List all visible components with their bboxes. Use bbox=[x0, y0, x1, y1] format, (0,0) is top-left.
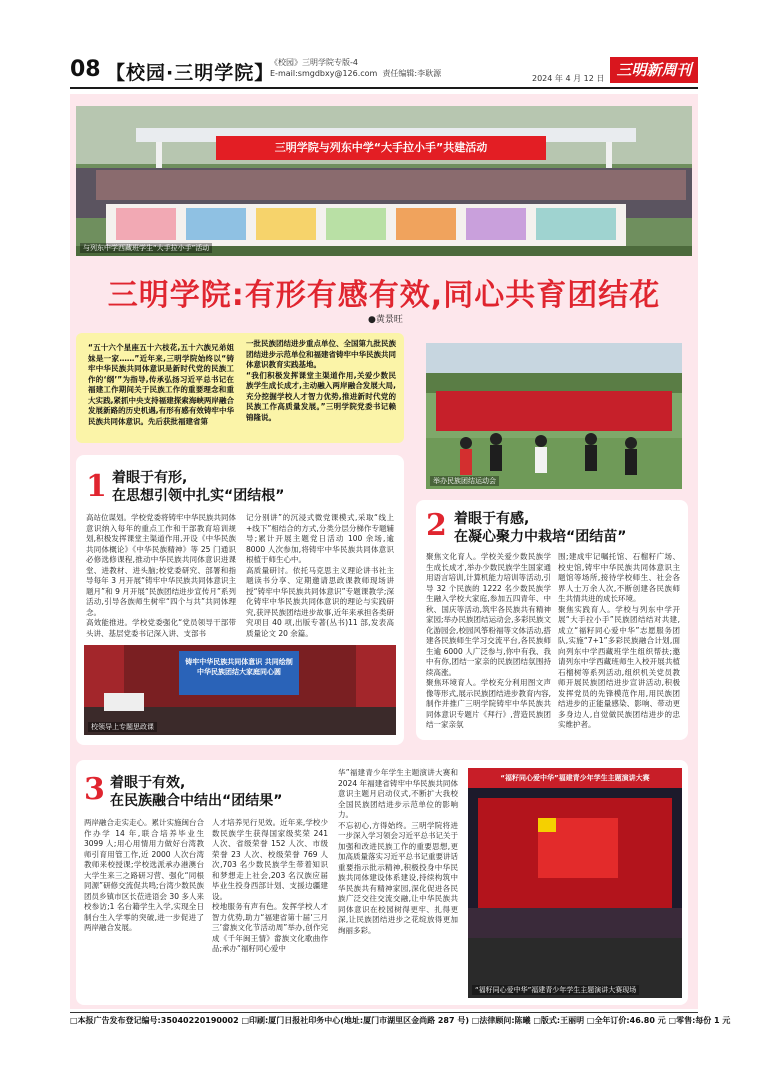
section-3-photo-caption: “福籽同心爱中华”福建青少年学生主题演讲大赛现场 bbox=[472, 985, 639, 995]
sports-meet-photo bbox=[426, 343, 682, 489]
intro-column-2: 一批民族团结进步重点单位、全国第九批民族团结进步示范单位和福建省铸牢中华民族共同体意识教育实践基地。 “我们积极发挥课堂主渠道作用,关爱少数民族学生成长成才,主动融入两岸融合发展大局,充分挖掘学校人才智力优势,推进新时代党的民族工作高质量发展。”三明学院党委书记赖锦隆说。 bbox=[246, 339, 396, 422]
section-1-number: 1 bbox=[86, 469, 107, 504]
header-meta bbox=[270, 57, 530, 79]
section-1-title-line-1: 着眼于有形, bbox=[112, 470, 188, 486]
email: E-mail:smgdbxy@126.com bbox=[270, 69, 378, 78]
section-3-column-2: 人才培养见行见效。近年来,学校少数民族学生获得国家级奖荣 241 人次、省级荣誉 152 人次、市级荣誉 23 人次、校级荣誉 769 人次,703 名少数民族学生带着知识和梦想走上社会,203 名汉族应届毕业生投身西部计划、支援边疆建设。 校地服务有声有色。发挥学校人才智力优势,助力“福建省第十届‘三月三’畲族文化节活动周”举办,创作完成《千年闽王情》畲族文化歌曲作品;承办“福籽同心爱中 bbox=[212, 818, 328, 953]
section-3-photo bbox=[468, 768, 682, 998]
page-footer: □本报广告发布登记编号:35040220190002 □印刷:厦门日报社印务中心(地址:厦门市湖里区金尚路 287 号) □法律顾问:陈曦 □版式:王丽明 □全年订价:46.80 元 □零售:每份 1 元 bbox=[70, 1016, 731, 1025]
intro-box bbox=[76, 333, 404, 443]
section-3-column-1: 两岸融合走实走心。累计实施闽台合作办学 14 年,联合培养毕业生 3099 人;用心用情用力做好台湾教师引育用管工作,近 2000 人次台湾教师来校授课;学校选派承办港澳台大学生来三之路研习营、强化“同根同源”研修交流促共鸣;台湾少数民族团员乡镇市区长莅进语会 30 多人来校参访;1 名台籍学生入学,实现全日制台生入学零的突破,进一步促进了两岸融合发展。 bbox=[84, 818, 204, 932]
special-issue: 《校园》三明学院专版-4 bbox=[270, 58, 358, 67]
page-header bbox=[70, 55, 698, 87]
section-3-box bbox=[76, 760, 688, 1005]
section-2-box bbox=[416, 500, 688, 740]
top-photo-caption: 与列东中学西藏班学生“大手拉小手”活动 bbox=[80, 243, 212, 253]
sports-meet-image bbox=[426, 343, 682, 489]
section-2-column-2: 围;建成牢记嘱托馆、石榴籽广场、校史馆,铸牢中华民族共同体意识主题馆等场所,接待学校师生、社会各界人士万余人次,不断创建各民族师生共情共进的成长环境。 聚焦实践育人。学校与列东中学开展“大手拉小手”民族团结结对共建,成立“福籽同心爱中华”志愿服务团队,实施“7+1”多彩民族融合计划,面向列东中学西藏班学生组织帮扶;邀请列东中学西藏班师生入校开展共植石榴树等系列活动,组织机关党员教师开展民族团结进步宣讲活动,积极发挥党员的先锋模范作用,用民族团结进步的正能量感染、影响、带动更多身边人,自觉做民族团结进步的忠实维护者。 bbox=[558, 552, 680, 729]
section-3-photo-banner: “福籽同心爱中华”福建青少年学生主题演讲大赛 bbox=[500, 774, 650, 782]
issue-date: 2024 年 4 月 12 日 bbox=[532, 74, 605, 83]
section-1-column-1: 高站位谋划。学校党委将铸牢中华民族共同体意识纳入每年的重点工作和干部教育培训规划,积极发挥课堂主渠道作用,开设《中华民族共同体概论》《中华民族精神》等 25 门通识必修选修课程,推动中华民族共同体意识进课堂、进教材、进头脑;校党委研究、部署和指导每年 3 月开展“铸牢中华民族共同体意识主题月”和 9 月开展“民族团结进步宣传月”系列活动,引导各族师生树牢“四个与共”共同体理念。 高效能推进。学校党委强化“党员领导干部带头讲、基层党委书记深入讲、支部书 bbox=[86, 513, 236, 638]
byline: ●黄景旺 bbox=[368, 315, 403, 325]
top-photo bbox=[76, 106, 692, 256]
masthead-logo: 三明新周刊 bbox=[610, 57, 698, 83]
section-2-number: 2 bbox=[426, 508, 447, 543]
main-headline: 三明学院:有形有感有效,同心共育团结花 bbox=[107, 278, 661, 313]
section-1-title-line-2: 在思想引领中扎实“团结根” bbox=[112, 488, 285, 504]
section-1-photo bbox=[84, 645, 396, 735]
section-2-title-line-1: 着眼于有感, bbox=[454, 511, 530, 527]
footer-rule bbox=[70, 1012, 698, 1013]
section-2-title-line-2: 在凝心聚力中栽培“团结苗” bbox=[454, 529, 627, 545]
page-number: 08 bbox=[70, 57, 101, 82]
top-photo-banner: 三明学院与列东中学“大手拉小手”共建活动 bbox=[274, 141, 488, 154]
section-1-box bbox=[76, 455, 404, 745]
intro-column-1: “五十六个星座五十六枝花,五十六族兄弟姐妹是一家……”近年来,三明学院始终以“铸牢中华民族共同体意识是新时代党的民族工作的‘纲’”为指导,传承弘扬习近平总书记在福建工作期间关于民族工作的重要理念和重大实践,紧抓中央支持福建探索海峡两岸融合发展新路的历史机遇,有形有感有效铸牢中华民族共同体意识。先后获批福建省第 bbox=[88, 343, 234, 426]
group-photo-image bbox=[76, 106, 692, 256]
section-1-column-2: 记分别讲”的沉浸式微党课模式,采取“线上+线下”相结合的方式,分类分层分梯作专题辅导;累计开展主题党日活动 100 余场,逾 8000 人次参加,将铸牢中华民族共同体意识根植于师生心中。 高质量研讨。依托马克思主义理论讲书社主题读书分享、定期邀请思政课教师现场讲授“铸牢中华民族共同体意识”专题课教学;深化铸牢中华民族共同体意识的理论与实践研究,获评民族团结进步故事,近年来承担各类研究项目 40 项,出版专著(丛书)11 部,发表高质量论文 20 余篇。 bbox=[246, 513, 394, 638]
header-rule bbox=[70, 87, 698, 89]
section-3-title-line-2: 在民族融合中结出“团结果” bbox=[110, 793, 283, 809]
sports-meet-caption: 举办民族团结运动会 bbox=[430, 476, 499, 486]
speech-contest-image bbox=[468, 768, 682, 998]
editor: 责任编辑:李耿源 bbox=[382, 69, 442, 78]
section-2-column-1: 聚焦文化育人。学校关爱少数民族学生成长成才,举办少数民族学生国家通用语言培训,计算机能力培训等活动,引导 32 个民族的 1222 名少数民族学生融入学校大家庭,参加五四青年、中秋、国庆等活动,筑牢各民族共有精神家园;举办民族团结运动会,多彩民族文化游园会,校园风筝粉福等文体活动,搭建各民族师生学习交流平台,各民族师生逾 6000 人广泛参与,你中有我、我中有你,团结一家亲的民族团结氛围持续高涨。 聚焦环境育人。学校充分利用图文声像等形式,展示民族团结进步教育内容,制作并推广三明学院铸牢中华民族共同体意识专题片《拜行》,营造民族团结一家亲氛 bbox=[426, 552, 551, 729]
section-1-photo-caption: 校领导上专题思政课 bbox=[88, 722, 157, 732]
section-name: 【校园·三明学院】 bbox=[106, 62, 275, 84]
section-3-number: 3 bbox=[84, 772, 105, 807]
section-3-column-3: 华”福建青少年学生主题演讲大赛和 2024 年福建省铸牢中华民族共同体意识主题月启动仪式,不断扩大我校全国民族团结进步示范单位的影响力。 不忘初心,方得始终。三明学院将进一步深入学习领会习近平总书记关于加强和改进民族工作的重要思想,更加高质量落实习近平总书记重要讲话重要指示批示精神,积极投身中华民族共同体建设体系建设,持续构筑中华民族共有精神家园,深化促进各民族广泛交往交流交融,让中华民族共同体意识在校园树得更牢、扎得更深,让民族团结进步之花绽放得更加绚丽多彩。 bbox=[338, 768, 458, 935]
lecture-screen-text: 铸牢中华民族共同体意识 共同绘制中华民族团结大家庭同心圆 bbox=[185, 658, 293, 676]
section-3-title-line-1: 着眼于有效, bbox=[110, 775, 186, 791]
